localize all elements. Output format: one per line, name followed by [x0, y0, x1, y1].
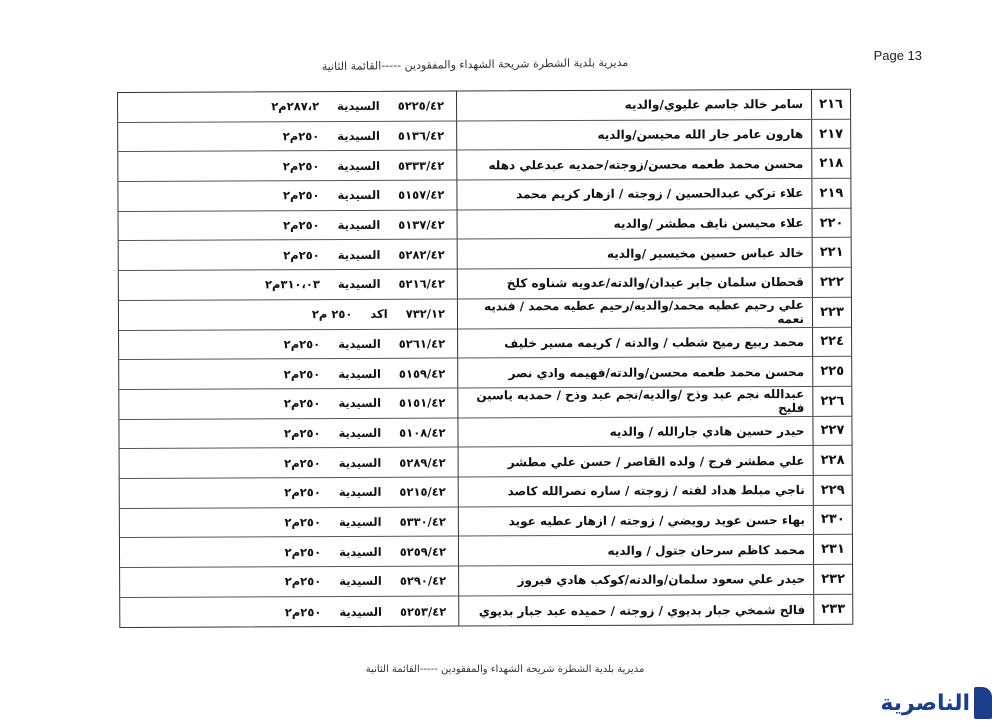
table-row: [120, 476, 852, 509]
table-row: [120, 594, 852, 627]
row-info: [119, 418, 457, 448]
row-name: محسن محمد طعمه محسن/زوجته/حمديه عبدعلي دهله: [456, 149, 811, 179]
row-name: قحطان سلمان جابر عيدان/والدته/عدويه شناوه كلخ: [457, 268, 812, 298]
row-number: ٢١٧: [811, 119, 850, 148]
table-row: [119, 416, 851, 449]
table-row: [119, 238, 851, 271]
row-number: ٢٢٧: [812, 416, 851, 445]
table-row: [119, 327, 851, 360]
row-number: ٢٢٢: [812, 268, 851, 297]
row-size: ٢٥٠م٢: [284, 515, 321, 530]
row-name: سامر خالد جاسم عليوي/والديه: [456, 90, 811, 120]
row-number: ٢٢٨: [813, 446, 852, 475]
row-name: حيدر علي سعود سلمان/والدته/كوكب هادي فيروز: [458, 565, 813, 595]
row-plot: ٧٣٢/١٢: [405, 306, 446, 321]
table-row: [119, 357, 851, 390]
row-size: ٢٥٠م٢: [283, 366, 321, 381]
row-number: ٢٢٤: [812, 327, 851, 356]
records-table: [117, 89, 853, 629]
row-size: ٢٥٠م٢: [283, 396, 321, 411]
row-number: ٢١٩: [811, 179, 850, 208]
row-info: [119, 210, 457, 240]
row-name: محمد ربيع رميح شطب / والدته / كريمه مسير خليف: [457, 327, 812, 357]
page-number: Page 13: [873, 48, 922, 63]
row-area: اكد: [370, 306, 388, 322]
row-name: علاء محيسن نايف مطشر /والديه: [457, 209, 812, 239]
row-plot: ٥١٥٩/٤٢: [398, 366, 446, 381]
row-size: ٢٥٠م٢: [283, 218, 320, 233]
row-plot: ٥٢٩٠/٤٢: [399, 573, 447, 589]
row-area: السيدية: [337, 277, 381, 292]
row-size: ٢٥٠م٢: [283, 247, 320, 263]
row-plot: ٥٢١٦/٤٢: [398, 277, 445, 292]
row-number: ٢٢٦: [812, 387, 851, 416]
row-area: السيدية: [338, 455, 382, 470]
row-area: السيدية: [337, 247, 381, 262]
row-size: ٢٥٠م٢: [282, 158, 320, 173]
table-row: [119, 268, 851, 301]
row-number: ٢٢٠: [812, 209, 851, 238]
row-info: [120, 567, 458, 597]
row-area: السيدية: [338, 396, 382, 411]
row-info: [118, 92, 456, 122]
site-logo: [862, 683, 992, 723]
row-info: [118, 181, 456, 211]
row-size: ٢٥٠م٢: [284, 574, 322, 589]
row-plot: ٥٣٣٠/٤٢: [399, 514, 446, 529]
row-number: ٢٢٩: [813, 476, 852, 505]
row-area: السيدية: [338, 485, 382, 500]
row-number: ٢٣٢: [813, 565, 852, 594]
row-name: بهاء حسن عويد رويضي / زوجته / ازهار عطيه عويد: [458, 506, 813, 536]
row-info: [119, 329, 457, 359]
row-area: السيدية: [338, 366, 381, 381]
row-info: [119, 388, 457, 418]
row-info: [120, 596, 458, 627]
table-row: [119, 209, 851, 242]
row-plot: ٥١٣٦/٤٢: [397, 128, 445, 143]
row-number: ٢٢٥: [812, 357, 851, 386]
table-row: [118, 149, 850, 182]
row-area: السيدية: [337, 217, 381, 233]
logo-text: الناصرية: [880, 690, 970, 716]
row-area: السيدية: [337, 158, 381, 173]
row-info: [120, 477, 458, 507]
table-row: [120, 446, 852, 479]
table-row: [120, 565, 852, 598]
row-plot: ٥٣٣٣/٤٢: [397, 158, 445, 173]
row-info: [118, 121, 456, 151]
row-size: ٢٥٠م٢: [284, 604, 322, 619]
row-area: السيدية: [338, 425, 382, 440]
row-size: ٢٥٠ م٢: [311, 307, 353, 322]
row-area: السيدية: [338, 514, 382, 530]
row-info: [119, 240, 457, 270]
row-name: خالد عباس حسين مخيسير /والديه: [457, 238, 812, 268]
row-name: فالح شمخي جبار بديوي / زوجته / حميده عبد جبار بديوي: [458, 595, 813, 626]
row-area: السيدية: [337, 128, 380, 144]
row-area: السيدية: [337, 188, 381, 203]
row-area: السيدية: [339, 574, 382, 589]
row-name: هارون عامر جار الله محيسن/والديه: [456, 120, 811, 150]
row-plot: ٥٢٢٥/٤٢: [397, 98, 445, 114]
row-name: علي مطشر فرج / ولده القاصر / حسن علي مطشر: [458, 446, 813, 476]
row-info: [120, 507, 458, 537]
row-name: ناجي مبلط هداد لفته / زوجته / ساره نصرالله كاصد: [458, 476, 813, 506]
row-size: ٢٥٠م٢: [282, 188, 320, 203]
row-number: ٢٣٠: [813, 505, 852, 534]
table-row: [119, 298, 851, 331]
row-size: ٢٥٠م٢: [284, 485, 321, 500]
row-area: السيدية: [339, 544, 382, 559]
row-info: [119, 359, 457, 389]
row-area: السيدية: [338, 336, 381, 351]
row-plot: ٥١٠٨/٤٢: [399, 425, 446, 440]
row-number: ٢٣١: [813, 535, 852, 564]
row-size: ٢٥٠م٢: [283, 336, 321, 352]
row-size: ٢٨٧،٢م٢: [271, 99, 320, 114]
table-row: [118, 179, 850, 212]
row-info: [119, 299, 457, 329]
row-info: [118, 151, 456, 181]
row-plot: ٥١٥١/٤٢: [399, 395, 446, 410]
row-name: علي رحيم عطيه محمد/والديه/رحيم عطيه محمد / فنديه نعمه: [457, 298, 812, 328]
row-name: عبدالله نجم عبد وذح /والديه/نجم عبد وذح / حمديه ياسين فليح: [457, 387, 812, 417]
row-plot: ٥١٣٧/٤٢: [398, 217, 445, 232]
row-info: [120, 448, 458, 478]
row-area: السيدية: [337, 99, 380, 114]
row-plot: ٥٢٥٣/٤٢: [399, 604, 447, 619]
row-number: ٢١٨: [811, 149, 850, 178]
row-area: السيدية: [339, 604, 382, 619]
row-size: ٣١٠،٠٣م٢: [264, 277, 320, 292]
row-size: ٢٥٠م٢: [284, 544, 322, 559]
row-size: ٢٥٠م٢: [284, 455, 321, 470]
row-name: محمد كاظم سرحان جتول / والديه: [458, 535, 813, 565]
row-plot: ٥٢١٥/٤٢: [399, 484, 446, 500]
row-info: [119, 270, 457, 300]
table-row: [118, 90, 850, 123]
page-header: مديرية بلدية الشطرة شريحة الشهداء والمفقودين -----القائمة الثانية: [321, 55, 629, 74]
row-plot: ٥٢٨٩/٤٢: [399, 455, 446, 470]
row-plot: ٥١٥٧/٤٢: [398, 187, 445, 203]
page-footer: مديرية بلدية الشطرة شريحة الشهداء والمفقودين -----القائمة الثانية: [365, 664, 645, 675]
row-name: حيدر حسين هادي جارالله / والديه: [457, 417, 812, 447]
row-number: ٢٢١: [812, 238, 851, 267]
row-name: علاء تركي عبدالحسين / زوجته / ازهار كريم محمد: [456, 179, 811, 209]
row-name: محسن محمد طعمه محسن/والدته/فهيمه وادي نصر: [457, 357, 812, 387]
table-row: [118, 119, 850, 152]
row-plot: ٥٢٨٢/٤٢: [398, 247, 445, 262]
row-number: ٢٣٣: [813, 594, 852, 624]
table-row: [120, 535, 852, 568]
row-number: ٢٢٣: [812, 298, 851, 327]
row-plot: ٥٢٦١/٤٢: [398, 336, 446, 351]
row-size: ٢٥٠م٢: [284, 426, 321, 441]
row-number: ٢١٦: [811, 90, 850, 119]
logo-mark-icon: [974, 687, 992, 719]
row-info: [120, 537, 458, 567]
table-row: [120, 505, 852, 538]
table-row: [119, 387, 851, 420]
row-size: ٢٥٠م٢: [282, 129, 320, 144]
row-plot: ٥٢٥٩/٤٢: [399, 544, 447, 559]
